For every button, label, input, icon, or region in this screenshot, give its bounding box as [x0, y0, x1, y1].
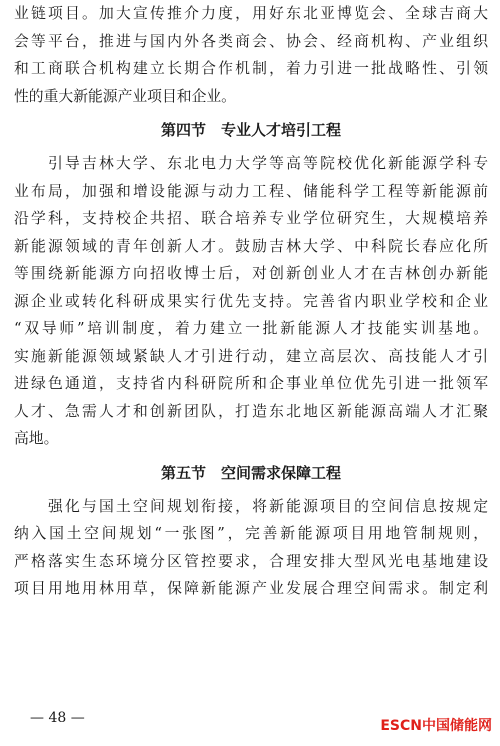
paragraph-line: 沿学科，支持校企共招、联合培养专业学位研究生，大规模培养: [14, 210, 488, 227]
paragraph-line: 和工商联合机构建立长期合作机制，着力引进一批战略性、引领: [14, 60, 488, 77]
watermark-logo: ESCN中国储能网: [380, 718, 492, 734]
page-number: — 48 —: [30, 710, 85, 726]
paragraph-line: 源企业或转化科研成果实行优先支持。完善省内职业学校和企业: [14, 292, 488, 310]
section4-paragraph: [14, 150, 488, 453]
paragraph-line: 强化与国土空间规划衔接，将新能源项目的空间信息按规定: [14, 497, 488, 515]
paragraph-line: 新能源领域的青年创新人才。鼓励吉林大学、中科院长春应化所: [14, 237, 488, 255]
paragraph-line: 项目用地用林用草，保障新能源产业发展合理空间需求。制定利: [14, 580, 488, 597]
paragraph-line: 人才、急需人才和创新团队，打造东北地区新能源高端人才汇聚: [14, 402, 488, 420]
paragraph-line: 纳入国土空间规划“一张图”，完善新能源项目用地管制规则，: [14, 525, 488, 542]
paragraph-line: 严格落实生态环境分区管控要求，合理安排大型风光电基地建设: [14, 552, 488, 570]
paragraph-line: 业布局，加强和增设能源与动力工程、储能科学工程等新能源前: [14, 182, 488, 200]
paragraph-line: 实施新能源领域紧缺人才引进行动，建立高层次、高技能人才引: [14, 347, 488, 365]
section4-intro: [14, 0, 488, 110]
paragraph-line: 业链项目。加大宣传推介力度，用好东北亚博览会、全球吉商大: [14, 5, 488, 22]
document-page: [14, 0, 488, 603]
paragraph-line: 高地。: [14, 430, 59, 447]
paragraph-line: 引导吉林大学、东北电力大学等高等院校优化新能源学科专: [14, 155, 488, 172]
paragraph-line: 等围绕新能源方向招收博士后，对创新创业人才在吉林创办新能: [14, 265, 488, 282]
section5-paragraph: [14, 493, 488, 603]
paragraph-line: 会等平台，推进与国内外各类商会、协会、经商机构、产业组织: [14, 32, 488, 50]
paragraph-line: 进绿色通道，支持省内科研院所和企事业单位优先引进一批领军: [14, 375, 488, 392]
paragraph-line: “双导师”培训制度，着力建立一批新能源人才技能实训基地。: [14, 320, 488, 337]
section-heading-5: 第五节 空间需求保障工程: [160, 463, 341, 482]
section-heading-4: 第四节 专业人才培引工程: [160, 121, 341, 139]
paragraph-line: 性的重大新能源产业项目和企业。: [14, 87, 236, 105]
